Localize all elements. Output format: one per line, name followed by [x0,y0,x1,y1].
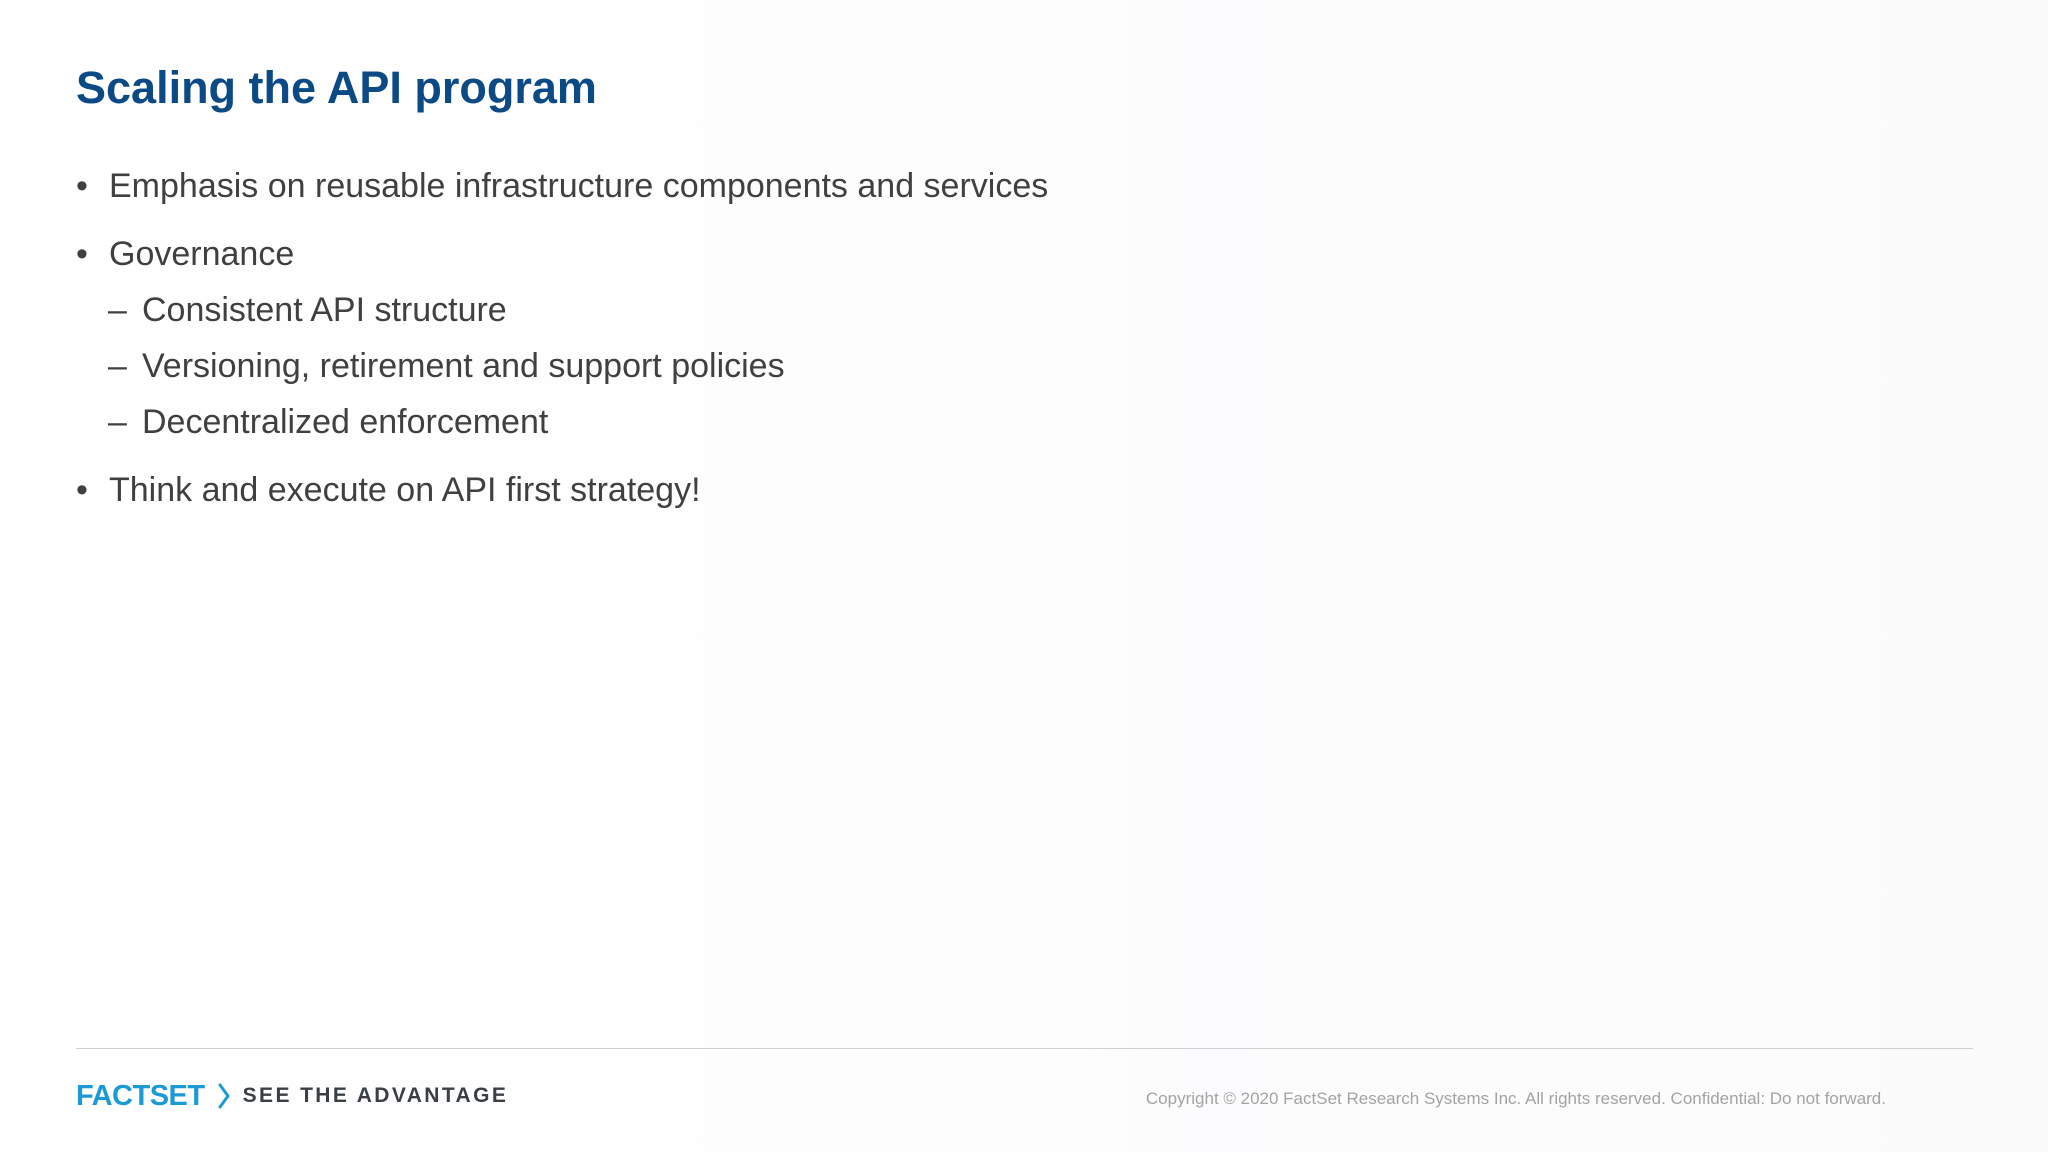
bullet-marker: • [76,471,88,509]
bullet-item [76,228,1476,280]
bullet-list [76,160,1476,516]
bullet-text: Think and execute on API first strategy! [109,471,701,509]
sub-bullet-text: Versioning, retirement and support policies [142,347,785,385]
sub-bullet-item [76,340,1476,392]
bullet-item [76,464,1476,516]
bullet-text: Governance [109,235,295,273]
sub-bullet-text: Decentralized enforcement [142,403,549,441]
sub-bullet-marker: – [108,403,127,441]
sub-bullet-item [76,396,1476,448]
logo-wordmark: FACTSET [76,1080,205,1112]
bullet-item [76,160,1476,212]
sub-bullet-marker: – [108,291,127,329]
bullet-marker: • [76,167,88,205]
slide-title: Scaling the API program [76,62,597,113]
bullet-text: Emphasis on reusable infrastructure components and services [109,167,1049,205]
footer-divider [76,1048,1973,1049]
sub-bullet-item [76,284,1476,336]
factset-logo [76,1081,508,1111]
sub-bullet-text: Consistent API structure [142,291,507,329]
chevron-right-icon [217,1083,231,1109]
logo-tagline: SEE THE ADVANTAGE [242,1084,509,1107]
bullet-marker: • [76,235,88,273]
sub-bullet-marker: – [108,347,127,385]
copyright-notice: Copyright © 2020 FactSet Research Systems Inc. All rights reserved. Confidential: Do not forward. [1145,1089,1886,1108]
